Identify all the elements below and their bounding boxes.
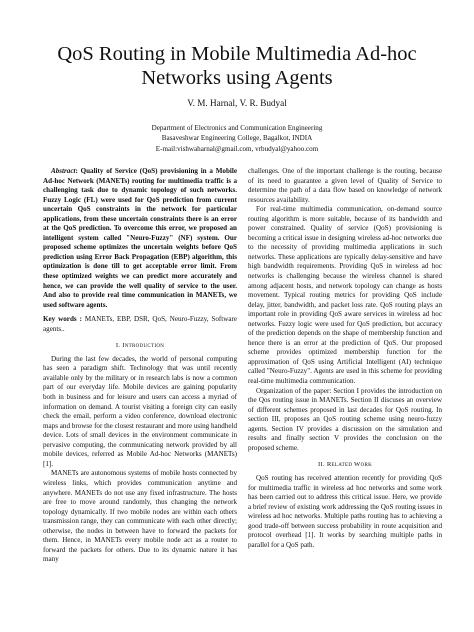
left-column bbox=[43, 167, 237, 565]
intro-paragraph: MANETs are autonomous systems of mobile hosts connected by wireless links, which provides communication anytime and anywhere. MANETs do not use any fixed infrastructure. The hosts are free to move around randomly, thus changing the network topology dynamically. If two mobile nodes are within each others transmission range, they can communicate with each other directly; otherwise, the nodes in between have to forward the packets for them. Hence, in MANETs every mobile node act as a router to forward the packets for others. Due to its dynamic nature it has many bbox=[43, 469, 237, 564]
affiliation-college: Basaveshwar Engineering College, Bagalkot, INDIA bbox=[161, 134, 313, 143]
right-column bbox=[248, 167, 442, 550]
section-heading-related-work: II. Related Work bbox=[317, 461, 373, 469]
body-paragraph: Organization of the paper: Section I provides the introduction on the Qos routing issue in MANETs. Section II discuses an overview of different schemes proposed in last decades for QoS routing. In section III, proposes an QoS routing scheme using neuro-fuzzy agents. Section IV provides a discussion on the simulation and results and finally section V provides the conclusion on the proposed scheme. bbox=[248, 386, 442, 452]
body-paragraph: challenges. One of the important challenge is the routing, because of its need to guarantee a given level of Quality of Service to determine the path of a data flow based on knowledge of network resources availability. bbox=[248, 167, 442, 204]
abstract-label: Abstract bbox=[51, 167, 76, 175]
body-paragraph: For real-time multimedia communication, on-demand source routing algorithm is more suitable, because of its bandwidth and power constrained. Quality of service (QoS) provisioning is becoming a critical issue in designing wireless ad-hoc networks due to the necessity of providing multimedia applications in such networks. These applications are typically delay-sensitive and have high bandwidth requirements. Providing QoS in wireless ad hoc networks is challenging because the wireless channel is shared among adjacent hosts, and network topology can change as hosts movement. Typical routing metrics for providing QoS include delay, jitter, bandwidth, and packet loss rate. QoS routing plays an important role in providing QoS aware services in wireless ad hoc networks. Fuzzy logic were used for QoS prediction, but accuracy of the prediction depends on the shape of membership function and hence there is an error at the prediction of QoS. Our proposed scheme provides optimized membership function for the approximation of QoS using Artificial Intelligent (AI) technique called "Neuro-Fuzzy". Agents are used in this scheme for providing real-time multimedia communication. bbox=[248, 205, 442, 386]
affiliation-email: E-mail:vishwaharnal@gmail.com, vrbudyal@yahoo.com bbox=[155, 144, 319, 153]
authors: V. M. Harnal, V. R. Budyal bbox=[187, 98, 287, 108]
section-heading-introduction: I. Introduction bbox=[115, 342, 165, 350]
abstract bbox=[43, 167, 237, 310]
affiliation-department: Department of Electronics and Communication Engineering bbox=[151, 124, 323, 132]
related-work-paragraph: QoS routing has received attention recently for providing QoS for multimedia traffic in wireless ad hoc networks and some work has been carried out to address this critical issue. Here, we provide a brief review of existing work addressing the QoS routing issues in wireless ad hoc networks. Multiple paths routing has to achieving a good trade-off between success probability in route acquisition and protocol overhead [1]. It works by searching multiple paths in parallel for a QoS path. bbox=[248, 473, 442, 549]
abstract-text: : Quality of Service (QoS) provisioning in a Mobile Ad-hoc Network (MANETs) routing for multimedia traffic is a challenging task due to dynamic topology of such networks. Fuzzy Logic (FL) were used for QoS prediction from current uncertain QoS constraints in the network for particular applications, from these uncertain constraints there is an error at the QoS prediction. To overcome this error, we proposed an intelligent system called "Neuro-Fuzzy" (NF) system. Our proposed scheme optimizes the uncertain weights before QoS prediction using Error Back Propagation (EBP) algorithm, this optimization is done till to get acceptable error limit. From these optimized weights we can predict more accurately and hence, we can provide the well quality of service to the user. And also to provide real time communication in MANETs, we used software agents. bbox=[43, 167, 237, 309]
paper-title: QoS Routing in Mobile Multimedia Ad-hoc Networks using Agents bbox=[57, 43, 417, 89]
affiliation bbox=[40, 123, 434, 154]
keywords-text: MANETs, EBP, DSR, QoS, Neuro-Fuzzy, Software agents.. bbox=[43, 315, 237, 333]
keywords bbox=[43, 315, 237, 334]
intro-paragraph: During the last few decades, the world of personal computing has seen a paradigm shift. Technology that was until recently available only by the military or in research labs is now a common part of our everyday life. Mobile devices are gaining popularity both in business and for leisure and users can access a myriad of information on demand. A tourist visiting a foreign city can easily check the email, perform a video conference, download electronic maps and browse for the closest restaurant and more using handheld device. Lots of small devices in the environment communicate in pervasive computing, the communicating network provided by all mobile devices, referred as Mobile Ad-hoc Networks (MANETs)[1]. bbox=[43, 354, 237, 468]
keywords-label: Key words : bbox=[43, 315, 82, 324]
